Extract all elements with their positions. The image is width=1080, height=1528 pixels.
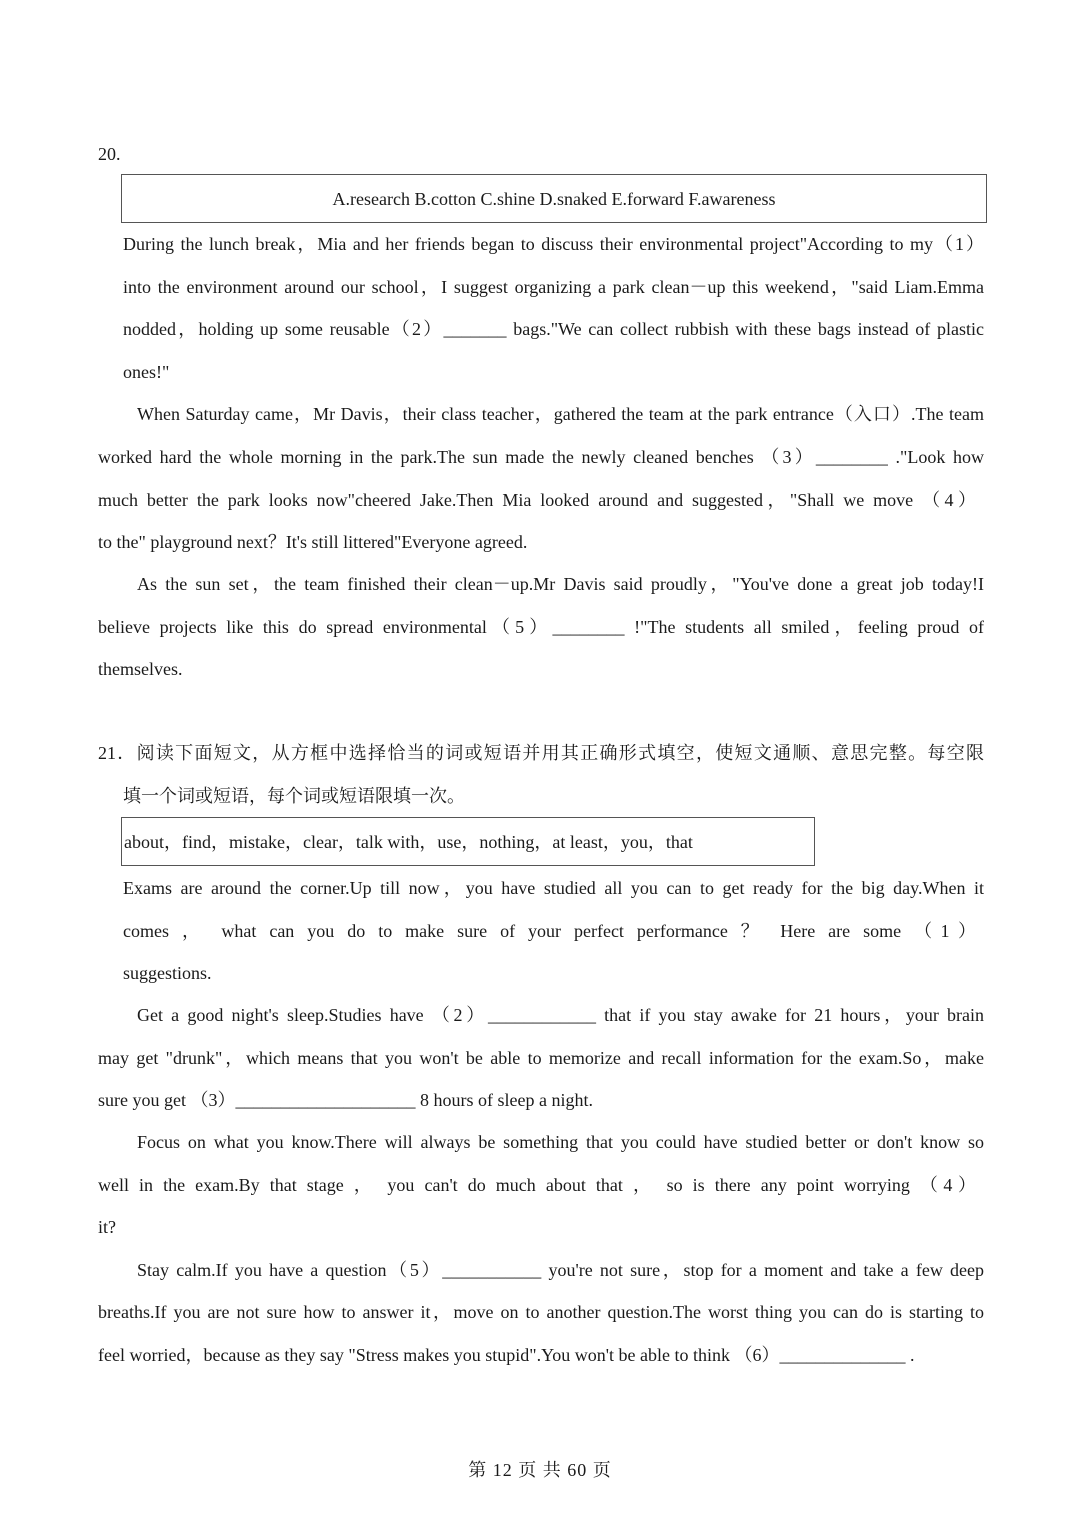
q20-p3-line-1: As the sun set，the team finished their clean－up.Mr Davis said proudly，"You've done a great job today!I (137, 574, 984, 594)
q20-p1-line-2: into the environment around our school，I suggest organizing a park clean－up this weekend，"said Liam.Emma (123, 277, 984, 297)
question-20-word-options: A.research B.cotton C.shine D.snaked E.forward F.awareness (332, 189, 776, 209)
question-20-number: 20. (98, 144, 121, 164)
q21-p2-line-1: Get a good night's sleep.Studies have （2）____________ that if you stay awake for 21 hours，your brain (137, 1005, 984, 1025)
q20-p3-line-3: themselves. (98, 659, 183, 679)
question-21-word-box (121, 817, 815, 866)
q20-p2-line-1: When Saturday came，Mr Davis，their class teacher，gathered the team at the park entrance（入口）.The team (137, 404, 984, 424)
q20-p1-line-1: During the lunch break，Mia and her friends began to discuss their environmental project"According to my（1） (123, 234, 984, 254)
question-21-word-options: about，find，mistake，clear，talk with，use，nothing，at least，you，that (124, 832, 693, 852)
q21-p3-line-3: it? (98, 1217, 116, 1237)
q21-p4-line-1: Stay calm.If you have a question（5）___________ you're not sure，stop for a moment and take a few deep (137, 1260, 984, 1280)
q21-p2-line-2: may get "drunk"，which means that you won't be able to memorize and recall information for the exam.So，make (98, 1048, 984, 1068)
question-21-instruction-line-2: 填一个词或短语，每个词或短语限填一次。 (123, 786, 465, 806)
q21-p1-line-2: comes ， what can you do to make sure of your perfect performance ？ Here are some （1） (123, 921, 976, 941)
q21-p3-line-2: well in the exam.By that stage ， you can't do much about that ， so is there any point worrying （4） (98, 1175, 976, 1195)
q21-p2-line-3: sure you get （3）____________________ 8 hours of sleep a night. (98, 1090, 593, 1110)
q21-p3-line-1: Focus on what you know.There will always be something that you could have studied better or don't know so (137, 1132, 984, 1152)
q21-p4-line-3: feel worried，because as they say "Stress makes you stupid".You won't be able to think （6）______________ . (98, 1345, 915, 1365)
question-21-instruction-line-1: 21．阅读下面短文，从方框中选择恰当的词或短语并用其正确形式填空，使短文通顺、意思完整。每空限 (98, 743, 984, 763)
question-20-word-box (121, 174, 987, 223)
q20-p3-line-2: believe projects like this do spread environmental（5）________ !"The students all smiled，feeling proud of (98, 617, 984, 637)
q21-p1-line-3: suggestions. (123, 963, 212, 983)
page-number-footer: 第 12 页 共 60 页 (468, 1460, 612, 1480)
q20-p1-line-3: nodded，holding up some reusable（2）_______ bags."We can collect rubbish with these bags instead of plastic (123, 319, 984, 339)
q21-p1-line-1: Exams are around the corner.Up till now，you have studied all you can to get ready for the big day.When it (123, 878, 984, 898)
q20-p2-line-2: worked hard the whole morning in the park.The sun made the newly cleaned benches （3）________ ."Look how (98, 447, 984, 467)
q20-p2-line-4: to the" playground next？It's still littered"Everyone agreed. (98, 532, 528, 552)
q20-p2-line-3: much better the park looks now"cheered Jake.Then Mia looked around and suggested，"Shall we move （4） (98, 490, 976, 510)
q21-p4-line-2: breaths.If you are not sure how to answer it，move on to another question.The worst thing you can do is starting to (98, 1302, 984, 1322)
q20-p1-line-4: ones!" (123, 362, 170, 382)
